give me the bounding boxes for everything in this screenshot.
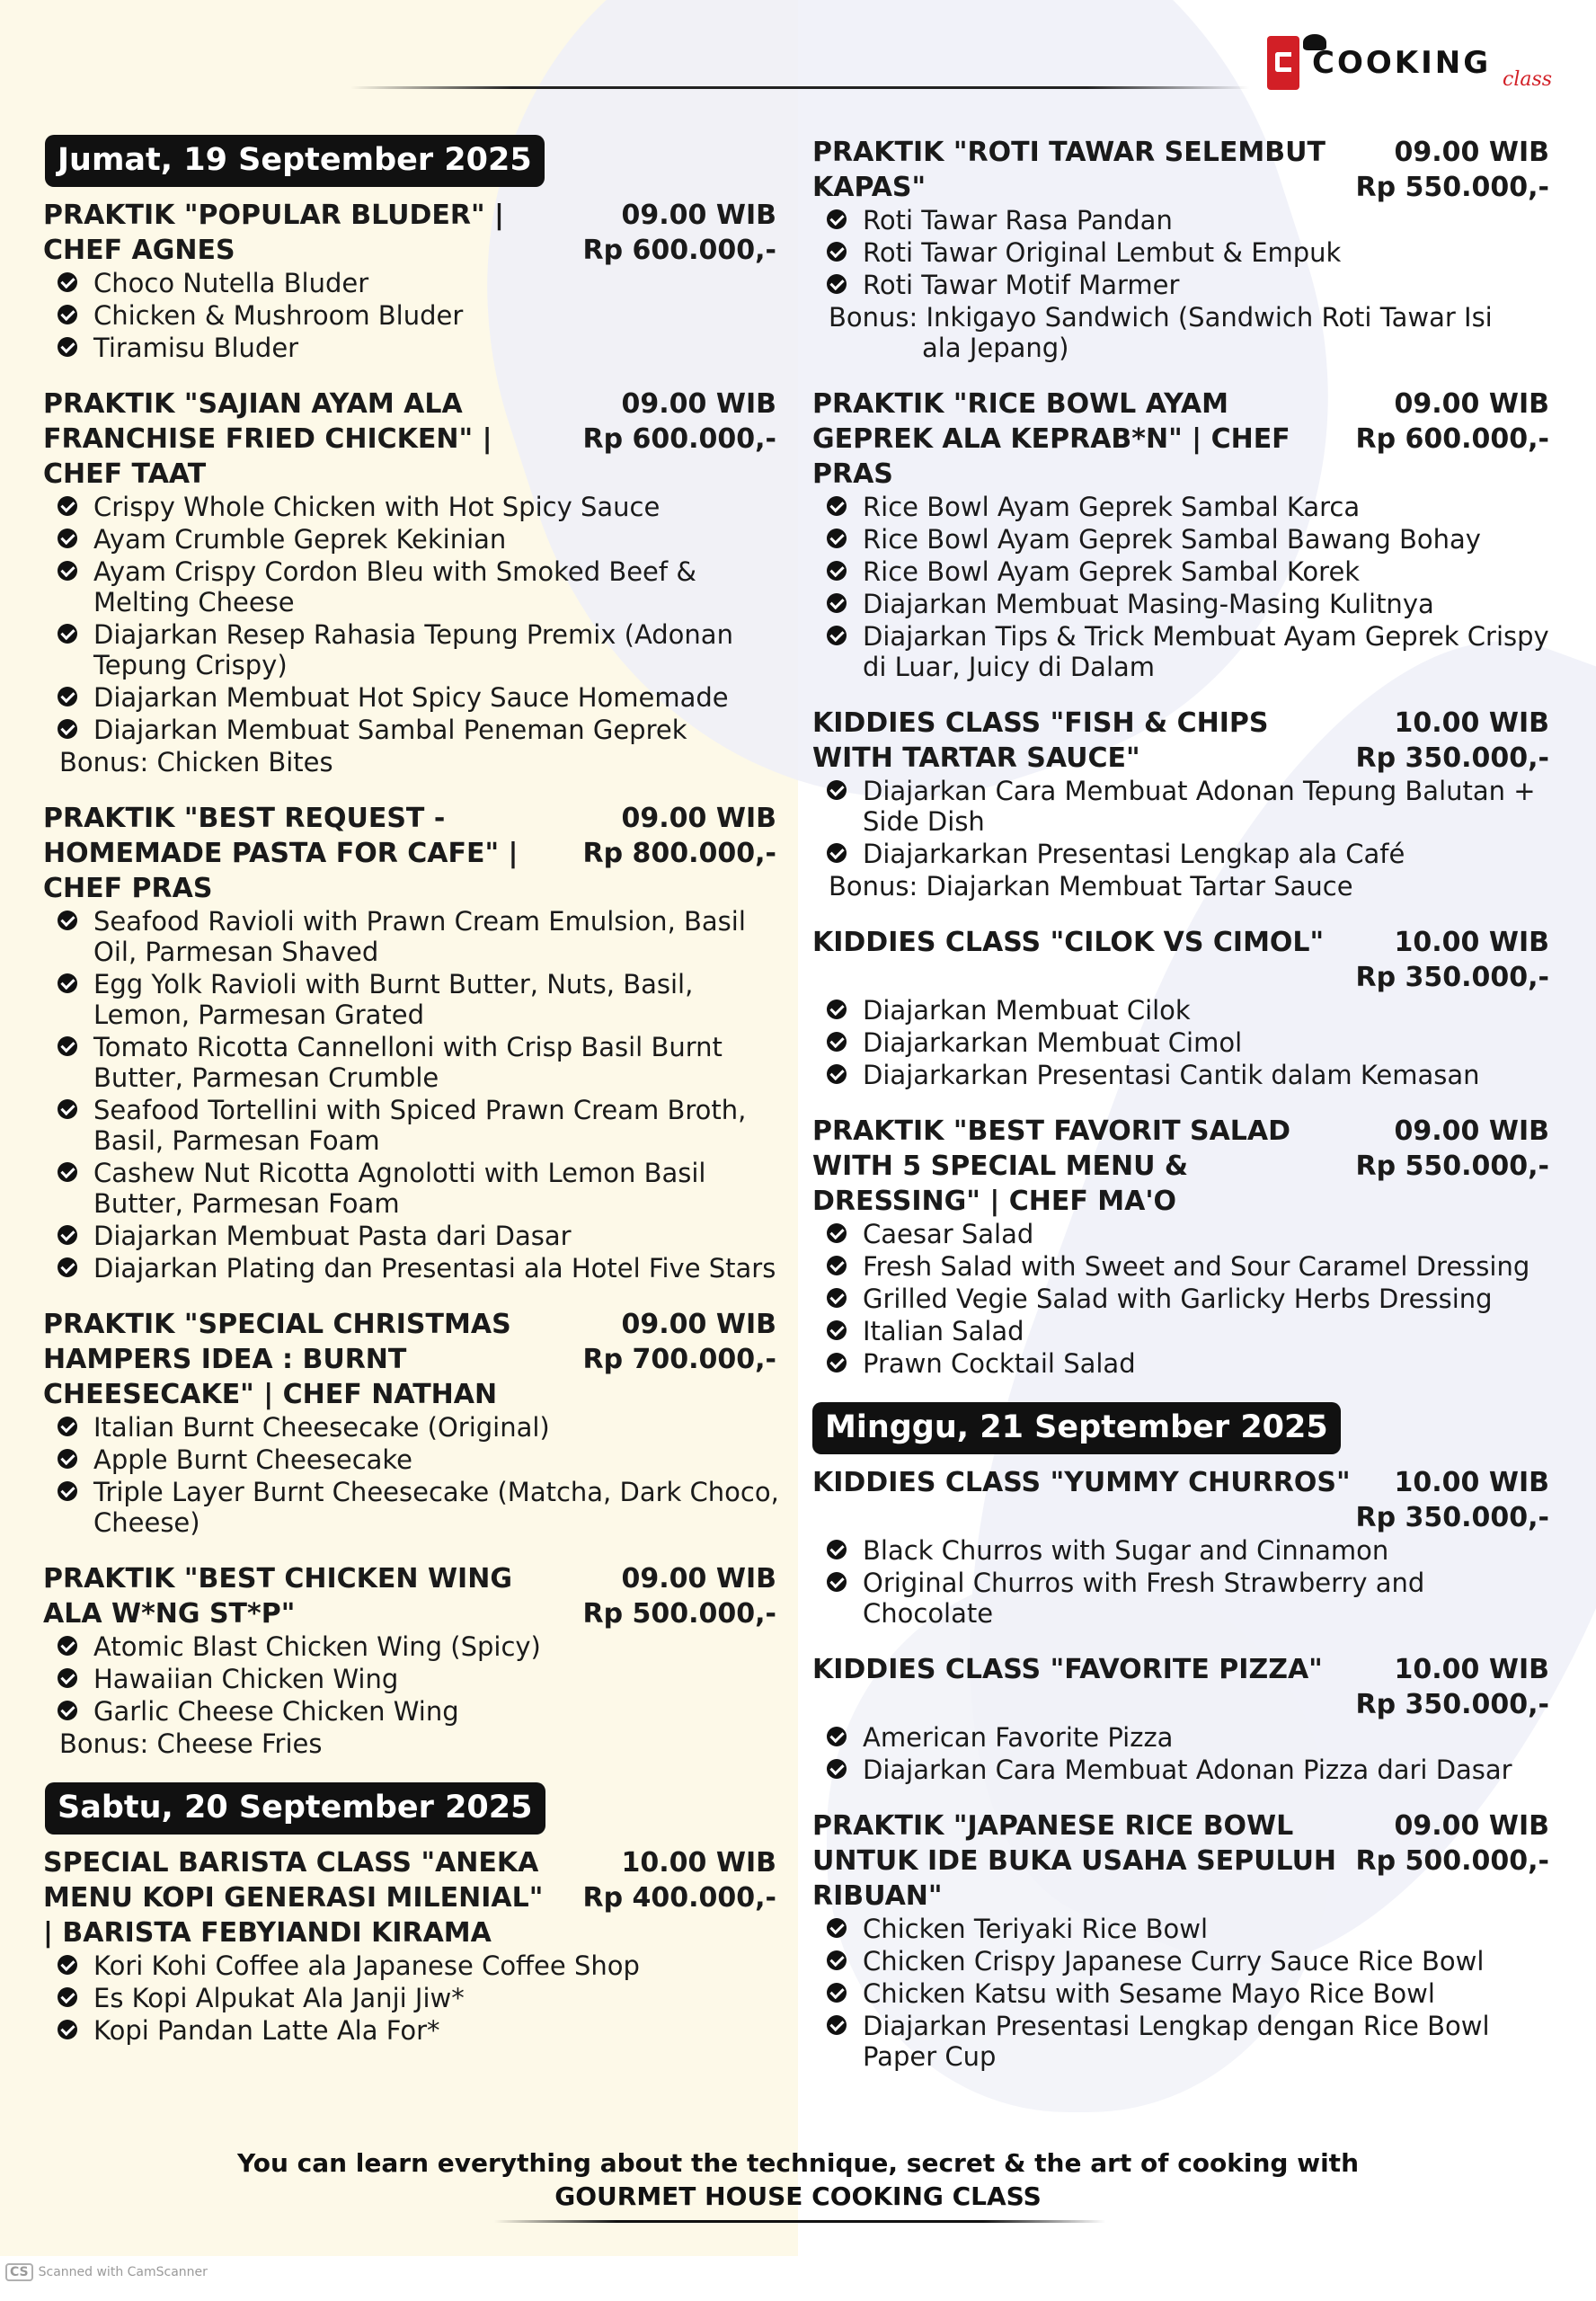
check-circle-icon [827, 1032, 847, 1052]
list-item-text: Atomic Blast Chicken Wing (Spicy) [93, 1631, 541, 1662]
check-circle-icon [827, 843, 847, 863]
class-title: PRAKTIK "BEST CHICKEN WING ALA W*NG ST*P" [43, 1563, 512, 1630]
date-banner: Minggu, 21 September 2025 [812, 1402, 1341, 1454]
class-header [43, 1845, 789, 1950]
list-item [58, 333, 789, 363]
check-circle-icon [58, 529, 77, 548]
list-item-text: Tomato Ricotta Cannelloni with Crisp Basil Burnt Butter, Parmesan Crumble [93, 1032, 723, 1093]
check-circle-icon [58, 1449, 77, 1469]
class-item-list [43, 906, 789, 1284]
class-header [43, 1561, 789, 1631]
class-block [43, 1561, 789, 1759]
list-item-text: Chicken Teriyaki Rice Bowl [863, 1914, 1209, 1944]
check-circle-icon [58, 561, 77, 581]
class-block [812, 135, 1555, 363]
check-circle-icon [827, 1223, 847, 1243]
check-circle-icon [827, 1950, 847, 1970]
list-item-text: Diajarkarkan Presentasi Lengkap ala Café [863, 839, 1405, 869]
list-item [827, 1535, 1555, 1566]
class-block [812, 1114, 1555, 1379]
list-item-text: Rice Bowl Ayam Geprek Sambal Bawang Bohay [863, 524, 1481, 555]
list-item-text: Egg Yolk Ravioli with Burnt Butter, Nuts, Basil, Lemon, Parmesan Grated [93, 969, 694, 1030]
class-title: KIDDIES CLASS "YUMMY CHURROS" [812, 1467, 1351, 1498]
class-time: 10.00 WIB [1394, 927, 1549, 958]
list-item-text: Ayam Crispy Cordon Bleu with Smoked Beef & Melting Cheese [93, 556, 696, 617]
class-time: 10.00 WIB [621, 1847, 776, 1879]
class-time-price [1355, 1808, 1555, 1879]
class-item-list [812, 1219, 1555, 1379]
list-item [827, 1284, 1555, 1314]
check-circle-icon [827, 1064, 847, 1084]
list-item-text: Diajarkan Membuat Cilok [863, 995, 1191, 1026]
list-item-text: Seafood Tortellini with Spiced Prawn Cream Broth, Basil, Parmesan Foam [93, 1095, 747, 1156]
class-title: PRAKTIK "BEST FAVORIT SALAD WITH 5 SPECIAL MENU & DRESSING" | CHEF MA'O [812, 1115, 1291, 1217]
class-title: KIDDIES CLASS "FISH & CHIPS WITH TARTAR SAUCE" [812, 707, 1269, 774]
class-time-price [1355, 925, 1555, 995]
check-circle-icon [827, 999, 847, 1019]
class-price: Rp 500.000,- [1355, 1845, 1549, 1877]
check-circle-icon [827, 1256, 847, 1275]
class-title: SPECIAL BARISTA CLASS "ANEKA MENU KOPI GENERASI MILENIAL" | BARISTA FEBYIANDI KIRAMA [43, 1847, 544, 1949]
list-item-text: Ayam Crumble Geprek Kekinian [93, 524, 507, 555]
list-item-text: Roti Tawar Motif Marmer [863, 270, 1180, 300]
scanner-watermark [5, 2263, 208, 2281]
class-price: Rp 350.000,- [1355, 1502, 1549, 1533]
class-block [812, 386, 1555, 682]
list-item [827, 621, 1555, 682]
footer [0, 2148, 1596, 2211]
list-item-text: Apple Burnt Cheesecake [93, 1444, 413, 1475]
list-item-text: Diajarkarkan Presentasi Cantik dalam Kemasan [863, 1060, 1480, 1090]
logo-mark-icon [1267, 36, 1299, 90]
check-circle-icon [58, 1701, 77, 1720]
class-item-list [43, 1950, 789, 2046]
class-title: PRAKTIK "SPECIAL CHRISTMAS HAMPERS IDEA : BURNT CHEESECAKE" | CHEF NATHAN [43, 1309, 511, 1410]
schedule-column-right [812, 135, 1555, 2095]
class-title: PRAKTIK "JAPANESE RICE BOWL UNTUK IDE BUKA USAHA SEPULUH RIBUAN" [812, 1810, 1337, 1912]
list-item-text: Diajarkan Membuat Sambal Peneman Geprek [93, 715, 687, 745]
class-header [812, 1652, 1555, 1722]
class-header [43, 801, 789, 906]
logo-script: class [1503, 68, 1553, 91]
class-price: Rp 350.000,- [1355, 962, 1549, 993]
list-item-text: Diajarkan Resep Rahasia Tepung Premix (Adonan Tepung Crispy) [93, 619, 733, 680]
list-item-text: Diajarkan Membuat Masing-Masing Kulitnya [863, 589, 1434, 619]
class-time-price [1355, 1465, 1555, 1535]
check-circle-icon [58, 1257, 77, 1277]
class-bonus: Bonus: Cheese Fries [59, 1728, 323, 1759]
date-section [43, 1782, 789, 1845]
class-block [43, 1307, 789, 1538]
list-item-text: Es Kopi Alpukat Ala Janji Jiw* [93, 1983, 465, 2013]
list-item-text: Garlic Cheese Chicken Wing [93, 1696, 459, 1727]
list-item-text: Diajarkarkan Membuat Cimol [863, 1027, 1243, 1058]
list-item [58, 268, 789, 298]
list-item [58, 1631, 789, 1662]
list-item-text: Chicken & Mushroom Bluder [93, 300, 464, 331]
list-item-text: Caesar Salad [863, 1219, 1034, 1249]
check-circle-icon [827, 242, 847, 262]
list-item [827, 776, 1555, 837]
list-item [827, 1914, 1555, 1944]
list-item-text: Chicken Katsu with Sesame Mayo Rice Bowl [863, 1978, 1435, 2009]
list-item [58, 492, 789, 522]
list-item-text: Roti Tawar Rasa Pandan [863, 205, 1173, 235]
list-item-text: Kopi Pandan Latte Ala For* [93, 2015, 440, 2046]
scanner-badge: CS [5, 2263, 33, 2281]
class-title: PRAKTIK "ROTI TAWAR SELEMBUT KAPAS" [812, 137, 1326, 203]
list-item-text: American Favorite Pizza [863, 1722, 1174, 1753]
date-banner: Sabtu, 20 September 2025 [45, 1782, 545, 1835]
list-item [827, 2011, 1555, 2072]
class-header [812, 925, 1555, 995]
list-item-text: Chicken Crispy Japanese Curry Sauce Rice Bowl [863, 1946, 1485, 1977]
check-circle-icon [58, 1987, 77, 2007]
class-header [812, 135, 1555, 205]
list-item-text: Diajarkan Cara Membuat Adonan Tepung Balutan + Side Dish [863, 776, 1536, 837]
list-item [58, 1444, 789, 1475]
class-item-list [812, 995, 1555, 1090]
class-time-price [582, 801, 789, 871]
check-circle-icon [58, 272, 77, 292]
class-price: Rp 500.000,- [582, 1598, 776, 1630]
class-item-list [43, 268, 789, 363]
list-item [827, 492, 1555, 522]
list-item [827, 1219, 1555, 1249]
check-circle-icon [58, 1099, 77, 1119]
list-item [827, 1027, 1555, 1058]
list-item [58, 682, 789, 713]
list-item-text: Diajarkan Membuat Pasta dari Dasar [93, 1221, 572, 1251]
date-section [43, 135, 789, 198]
class-block [43, 198, 789, 363]
list-item-text: Diajarkan Presentasi Lengkap dengan Rice Bowl Paper Cup [863, 2011, 1490, 2072]
list-item-text: Choco Nutella Bluder [93, 268, 369, 298]
check-circle-icon [827, 274, 847, 294]
list-item [827, 205, 1555, 235]
check-circle-icon [58, 1417, 77, 1436]
header-divider [350, 86, 1249, 89]
class-item-list [43, 1412, 789, 1538]
list-item-text: Rice Bowl Ayam Geprek Sambal Karca [863, 492, 1361, 522]
class-header [812, 1808, 1555, 1914]
list-item-text: Diajarkan Tips & Trick Membuat Ayam Geprek Crispy di Luar, Juicy di Dalam [863, 621, 1549, 682]
check-circle-icon [58, 2020, 77, 2039]
class-time: 09.00 WIB [621, 803, 776, 834]
class-header [812, 386, 1555, 492]
list-item-text: Diajarkan Membuat Hot Spicy Sauce Homemade [93, 682, 729, 713]
class-block [43, 801, 789, 1284]
date-section [812, 1402, 1555, 1465]
class-item-list [812, 1535, 1555, 1629]
class-price: Rp 350.000,- [1355, 1689, 1549, 1720]
check-circle-icon [827, 1727, 847, 1746]
class-header [43, 1307, 789, 1412]
check-circle-icon [58, 1162, 77, 1182]
class-title: PRAKTIK "BEST REQUEST - HOMEMADE PASTA FOR CAFE" | CHEF PRAS [43, 803, 519, 904]
list-item [58, 1696, 789, 1727]
list-item [58, 1983, 789, 2013]
scanner-text: Scanned with CamScanner [38, 2265, 208, 2279]
list-item [58, 1253, 789, 1284]
class-time: 09.00 WIB [1394, 137, 1549, 168]
list-item [58, 1477, 789, 1538]
class-time-price [1355, 1114, 1555, 1184]
class-bonus-cont: ala Jepang) [922, 333, 1069, 363]
class-item-list [812, 1914, 1555, 2072]
list-item [827, 556, 1555, 587]
list-item-text: Italian Salad [863, 1316, 1024, 1346]
class-title: PRAKTIK "POPULAR BLUDER" | CHEF AGNES [43, 200, 505, 266]
class-header [43, 198, 789, 268]
list-item [58, 1158, 789, 1219]
check-circle-icon [827, 1353, 847, 1373]
list-item-text: Prawn Cocktail Salad [863, 1348, 1136, 1379]
footer-divider [494, 2220, 1105, 2223]
list-item [58, 906, 789, 967]
list-item [827, 237, 1555, 268]
class-header [812, 1114, 1555, 1219]
list-item [827, 1568, 1555, 1629]
class-block [43, 386, 789, 777]
class-time-price [582, 198, 789, 268]
list-item [58, 524, 789, 555]
list-item [827, 1755, 1555, 1785]
check-circle-icon [58, 1036, 77, 1056]
list-item-text: Diajarkan Plating dan Presentasi ala Hotel Five Stars [93, 1253, 776, 1284]
check-circle-icon [58, 1225, 77, 1245]
list-item [827, 995, 1555, 1026]
check-circle-icon [827, 561, 847, 581]
list-item-text: Italian Burnt Cheesecake (Original) [93, 1412, 550, 1443]
check-circle-icon [58, 719, 77, 739]
class-time-price [1355, 135, 1555, 205]
class-time: 09.00 WIB [1394, 1810, 1549, 1842]
list-item [58, 1221, 789, 1251]
class-time-price [1355, 386, 1555, 457]
list-item [58, 1032, 789, 1093]
class-block [812, 1808, 1555, 2072]
class-block [812, 925, 1555, 1090]
check-circle-icon [58, 911, 77, 930]
list-item-text: Seafood Ravioli with Prawn Cream Emulsion, Basil Oil, Parmesan Shaved [93, 906, 746, 967]
class-time-price [582, 1307, 789, 1377]
check-circle-icon [58, 1636, 77, 1656]
list-item-text: Rice Bowl Ayam Geprek Sambal Korek [863, 556, 1361, 587]
check-circle-icon [58, 1955, 77, 1975]
class-block [43, 1845, 789, 2046]
class-header [812, 706, 1555, 776]
class-title: KIDDIES CLASS "CILOK VS CIMOL" [812, 927, 1325, 958]
list-item-text: Original Churros with Fresh Strawberry and Chocolate [863, 1568, 1425, 1629]
list-item [58, 1412, 789, 1443]
check-circle-icon [827, 780, 847, 800]
list-item [827, 1316, 1555, 1346]
footer-tagline: You can learn everything about the technique, secret & the art of cooking with [237, 2148, 1359, 2178]
list-item [827, 1251, 1555, 1282]
check-circle-icon [827, 1320, 847, 1340]
class-block [812, 706, 1555, 902]
class-time: 09.00 WIB [621, 388, 776, 420]
class-price: Rp 350.000,- [1355, 742, 1549, 774]
class-item-list [812, 1722, 1555, 1785]
class-header [43, 386, 789, 492]
check-circle-icon [58, 624, 77, 644]
class-time: 09.00 WIB [1394, 1115, 1549, 1147]
class-time-price [1355, 706, 1555, 776]
class-time: 10.00 WIB [1394, 1467, 1549, 1498]
list-item [827, 589, 1555, 619]
class-time-price [582, 1845, 789, 1915]
list-item-text: Crispy Whole Chicken with Hot Spicy Sauce [93, 492, 661, 522]
class-time: 10.00 WIB [1394, 707, 1549, 739]
class-title: PRAKTIK "RICE BOWL AYAM GEPREK ALA KEPRAB*N" | CHEF PRAS [812, 388, 1290, 490]
list-item [58, 300, 789, 331]
class-title: PRAKTIK "SAJIAN AYAM ALA FRANCHISE FRIED CHICKEN" | CHEF TAAT [43, 388, 492, 490]
check-circle-icon [58, 1481, 77, 1501]
list-item-text: Cashew Nut Ricotta Agnolotti with Lemon Basil Butter, Parmesan Foam [93, 1158, 706, 1219]
schedule-column-left [43, 135, 789, 2069]
class-header [812, 1465, 1555, 1535]
class-time: 10.00 WIB [1394, 1654, 1549, 1685]
check-circle-icon [58, 337, 77, 357]
class-price: Rp 550.000,- [1355, 172, 1549, 203]
check-circle-icon [58, 305, 77, 324]
check-circle-icon [827, 626, 847, 645]
class-item-list [43, 1631, 789, 1727]
class-price: Rp 400.000,- [582, 1882, 776, 1914]
class-bonus: Bonus: Chicken Bites [59, 747, 333, 777]
list-item [58, 969, 789, 1030]
list-item [827, 839, 1555, 869]
list-item [58, 619, 789, 680]
date-banner: Jumat, 19 September 2025 [45, 135, 545, 187]
list-item [827, 1348, 1555, 1379]
list-item [827, 524, 1555, 555]
check-circle-icon [827, 1759, 847, 1779]
list-item [58, 715, 789, 745]
list-item [58, 1950, 789, 1981]
brand-logo [1267, 34, 1564, 93]
list-item-text: Diajarkan Cara Membuat Adonan Pizza dari Dasar [863, 1755, 1512, 1785]
list-item [58, 2015, 789, 2046]
list-item-text: Triple Layer Burnt Cheesecake (Matcha, Dark Choco, Cheese) [93, 1477, 779, 1538]
list-item [827, 1946, 1555, 1977]
check-circle-icon [827, 209, 847, 229]
check-circle-icon [827, 1288, 847, 1308]
list-item [58, 1095, 789, 1156]
list-item-text: Hawaiian Chicken Wing [93, 1664, 399, 1694]
list-item-text: Grilled Vegie Salad with Garlicky Herbs Dressing [863, 1284, 1493, 1314]
class-price: Rp 550.000,- [1355, 1150, 1549, 1182]
check-circle-icon [827, 496, 847, 516]
footer-brand: GOURMET HOUSE COOKING CLASS [554, 2181, 1042, 2211]
check-circle-icon [827, 529, 847, 548]
class-time: 09.00 WIB [621, 1563, 776, 1595]
class-block [812, 1465, 1555, 1629]
check-circle-icon [58, 973, 77, 993]
list-item [827, 270, 1555, 300]
check-circle-icon [58, 496, 77, 516]
list-item-text: Roti Tawar Original Lembut & Empuk [863, 237, 1342, 268]
check-circle-icon [827, 1540, 847, 1559]
logo-text: COOKING [1312, 45, 1492, 81]
list-item-text: Fresh Salad with Sweet and Sour Caramel Dressing [863, 1251, 1530, 1282]
list-item-text: Black Churros with Sugar and Cinnamon [863, 1535, 1389, 1566]
check-circle-icon [58, 687, 77, 706]
class-bonus: Bonus: Diajarkan Membuat Tartar Sauce [829, 871, 1353, 902]
list-item-text: Kori Kohi Coffee ala Japanese Coffee Shop [93, 1950, 640, 1981]
check-circle-icon [827, 593, 847, 613]
class-item-list [812, 776, 1555, 869]
class-price: Rp 700.000,- [582, 1344, 776, 1375]
check-circle-icon [827, 1918, 847, 1938]
class-time-price [1355, 1652, 1555, 1722]
class-time: 09.00 WIB [621, 1309, 776, 1340]
check-circle-icon [827, 1983, 847, 2003]
class-time: 09.00 WIB [621, 200, 776, 231]
check-circle-icon [827, 1572, 847, 1592]
class-block [812, 1652, 1555, 1785]
check-circle-icon [58, 1668, 77, 1688]
class-bonus: Bonus: Inkigayo Sandwich (Sandwich Roti Tawar Isi [829, 302, 1493, 333]
class-item-list [812, 205, 1555, 300]
class-time-price [582, 1561, 789, 1631]
class-item-list [812, 492, 1555, 682]
list-item [58, 556, 789, 617]
list-item-text: Tiramisu Bluder [93, 333, 299, 363]
list-item [827, 1722, 1555, 1753]
class-price: Rp 600.000,- [1355, 423, 1549, 455]
class-price: Rp 600.000,- [582, 235, 776, 266]
list-item [58, 1664, 789, 1694]
list-item [827, 1060, 1555, 1090]
class-title: KIDDIES CLASS "FAVORITE PIZZA" [812, 1654, 1323, 1685]
check-circle-icon [827, 2015, 847, 2035]
list-item [827, 1978, 1555, 2009]
class-item-list [43, 492, 789, 745]
class-price: Rp 800.000,- [582, 838, 776, 869]
class-time-price [582, 386, 789, 457]
class-price: Rp 600.000,- [582, 423, 776, 455]
class-time: 09.00 WIB [1394, 388, 1549, 420]
